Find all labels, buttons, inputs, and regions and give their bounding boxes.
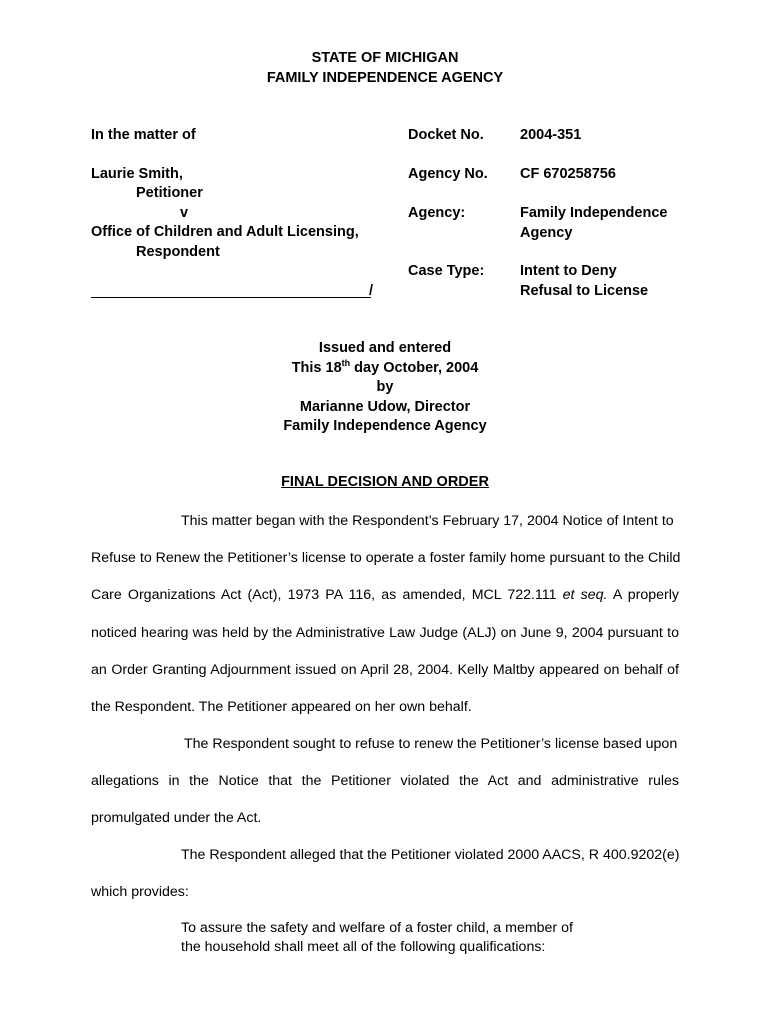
issued-agency: Family Independence Agency <box>283 418 487 434</box>
p2-line1: The Respondent sought to refuse to renew the Petitioner’s license based upon <box>184 736 678 752</box>
document-title: FINAL DECISION AND ORDER <box>281 474 489 490</box>
petitioner-role: Petitioner <box>136 185 203 201</box>
p1-line5: an Order Granting Adjournment issued on April 28, 2004. Kelly Maltby appeared on behalf of <box>91 662 679 678</box>
respondent-role: Respondent <box>136 244 220 260</box>
quote-line2: the household shall meet all of the following qualifications: <box>181 939 546 955</box>
agency-value-line2: Agency <box>520 224 573 241</box>
agency-value <box>520 204 667 243</box>
p1-line6: the Respondent. The Petitioner appeared on her own behalf. <box>91 699 472 715</box>
issued-line2 <box>0 359 770 379</box>
p1-line4: noticed hearing was held by the Administrative Law Judge (ALJ) on June 9, 2004 pursuant to <box>91 625 679 641</box>
p2-line2: allegations in the Notice that the Petitioner violated the Act and administrative rules <box>91 773 679 789</box>
case-type-value-line1: Intent to Deny <box>520 263 617 279</box>
agency-label: Agency: <box>408 205 466 221</box>
p1-line1: This matter began with the Respondent’s February 17, 2004 Notice of Intent to <box>181 513 674 529</box>
caption-slash: / <box>369 283 374 299</box>
rule-quote <box>181 919 573 957</box>
agency-no-label: Agency No. <box>408 166 488 182</box>
respondent-name: Office of Children and Adult Licensing, <box>91 224 359 240</box>
issued-date-pre: This 18 <box>291 359 342 376</box>
case-type-label: Case Type: <box>408 263 485 279</box>
case-type-value-line2: Refusal to License <box>520 282 649 299</box>
versus-label: v <box>180 205 189 221</box>
issued-date-post: day October, 2004 <box>350 359 479 376</box>
issued-line1: Issued and entered <box>318 340 452 356</box>
quote-line1: To assure the safety and welfare of a foster child, a member of <box>181 920 573 936</box>
p2-line3: promulgated under the Act. <box>91 810 262 826</box>
p1-line2: Refuse to Renew the Petitioner’s license to operate a foster family home pursuant to the Child <box>91 550 681 566</box>
p1-line3-et-seq: et seq. <box>562 587 608 603</box>
agency-value-line1: Family Independence <box>520 205 668 221</box>
issued-date-sup: th <box>341 357 351 368</box>
p1-line3 <box>91 586 679 604</box>
issued-line3: by <box>376 379 394 395</box>
header-state: STATE OF MICHIGAN <box>311 50 459 66</box>
p3-line1: The Respondent alleged that the Petitioner violated 2000 AACS, R 400.9202(e) <box>181 847 680 863</box>
header-agency: FAMILY INDEPENDENCE AGENCY <box>266 70 504 86</box>
p1-line3-tail: A properly <box>607 587 679 603</box>
issued-director: Marianne Udow, Director <box>299 398 471 415</box>
docket-label: Docket No. <box>408 127 484 143</box>
agency-no-value: CF 670258756 <box>520 166 616 182</box>
issued-block <box>0 339 770 437</box>
caption-signature-rule <box>91 297 371 298</box>
agency-header <box>0 48 770 88</box>
case-type-value <box>520 262 648 301</box>
p3-line2: which provides: <box>91 884 189 900</box>
petitioner-name: Laurie Smith, <box>91 166 183 182</box>
docket-value: 2004-351 <box>520 127 582 143</box>
caption-matter: In the matter of <box>91 127 196 143</box>
p1-line3-text: Care Organizations Act (Act), 1973 PA 116, as amended, MCL 722.111 <box>91 587 563 603</box>
